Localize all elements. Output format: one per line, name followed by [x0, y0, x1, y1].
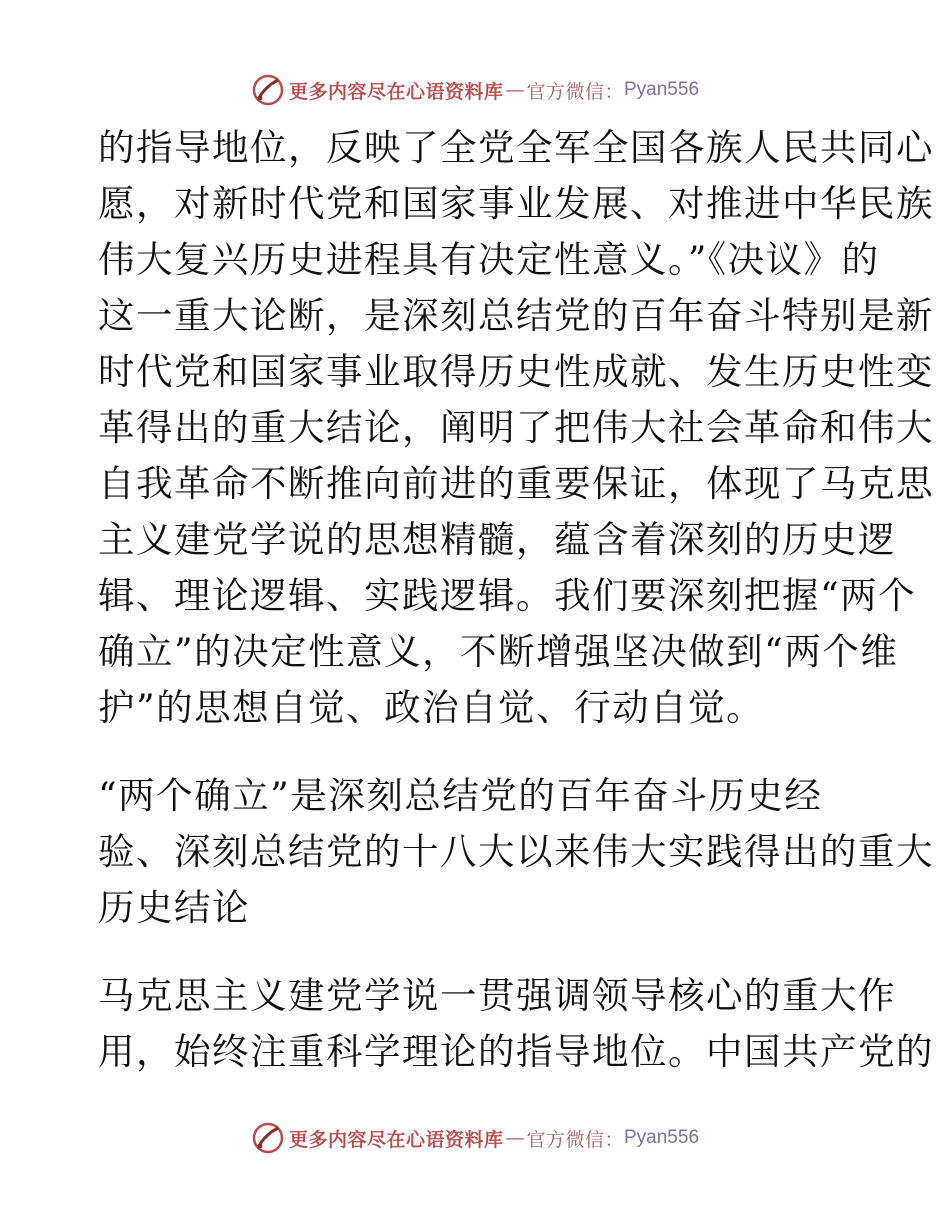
text-line: 护”的思想自觉、政治自觉、行动自觉。: [98, 686, 765, 729]
text-line: 马克思主义建党学说一贯强调领导核心的重大作: [98, 974, 896, 1017]
text-line: 革得出的重大结论，阐明了把伟大社会革命和伟大: [98, 406, 934, 449]
text-line: 辑、理论逻辑、实践逻辑。我们要深刻把握“两个: [98, 574, 917, 617]
section-heading: [98, 768, 934, 936]
text-line: 主义建党学说的思想精髓，蕴含着深刻的历史逻: [98, 518, 896, 561]
banner-official-label: 官方微信：: [526, 80, 624, 103]
banner-wechat-id: Pyan556: [624, 1127, 700, 1148]
banner-separator: —: [505, 1127, 525, 1149]
header-watermark-banner: [0, 70, 950, 110]
banner-wechat-id: Pyan556: [624, 79, 700, 100]
banner-main-text: 更多内容尽在心语资料库: [288, 1128, 504, 1151]
paragraph: [98, 120, 934, 736]
text-line: 历史结论: [98, 886, 250, 929]
banner-separator: —: [505, 79, 525, 101]
text-line: 时代党和国家事业取得历史性成就、发生历史性变: [98, 350, 934, 393]
brush-logo-icon: [251, 1121, 285, 1155]
text-line: 确立”的决定性意义，不断增强坚决做到“两个维: [98, 630, 899, 673]
banner-official-label: 官方微信：: [526, 1128, 624, 1151]
text-line: 自我革命不断推向前进的重要保证，体现了马克思: [98, 462, 934, 505]
text-line: 用，始终注重科学理论的指导地位。中国共产党的: [98, 1030, 934, 1073]
text-line: 验、深刻总结党的十八大以来伟大实践得出的重大: [98, 830, 934, 873]
footer-watermark-banner: [0, 1118, 950, 1158]
text-line: “两个确立”是深刻总结党的百年奋斗历史经: [98, 774, 823, 817]
text-line: 伟大复兴历史进程具有决定性意义。”《决议》的: [98, 238, 880, 281]
text-line: 这一重大论断，是深刻总结党的百年奋斗特别是新: [98, 294, 934, 337]
text-line: 愿，对新时代党和国家事业发展、对推进中华民族: [98, 182, 934, 225]
brush-logo-icon: [251, 73, 285, 107]
document-body: [98, 120, 934, 1080]
text-line: 的指导地位，反映了全党全军全国各族人民共同心: [98, 126, 934, 169]
paragraph: [98, 968, 934, 1080]
banner-main-text: 更多内容尽在心语资料库: [288, 80, 504, 103]
